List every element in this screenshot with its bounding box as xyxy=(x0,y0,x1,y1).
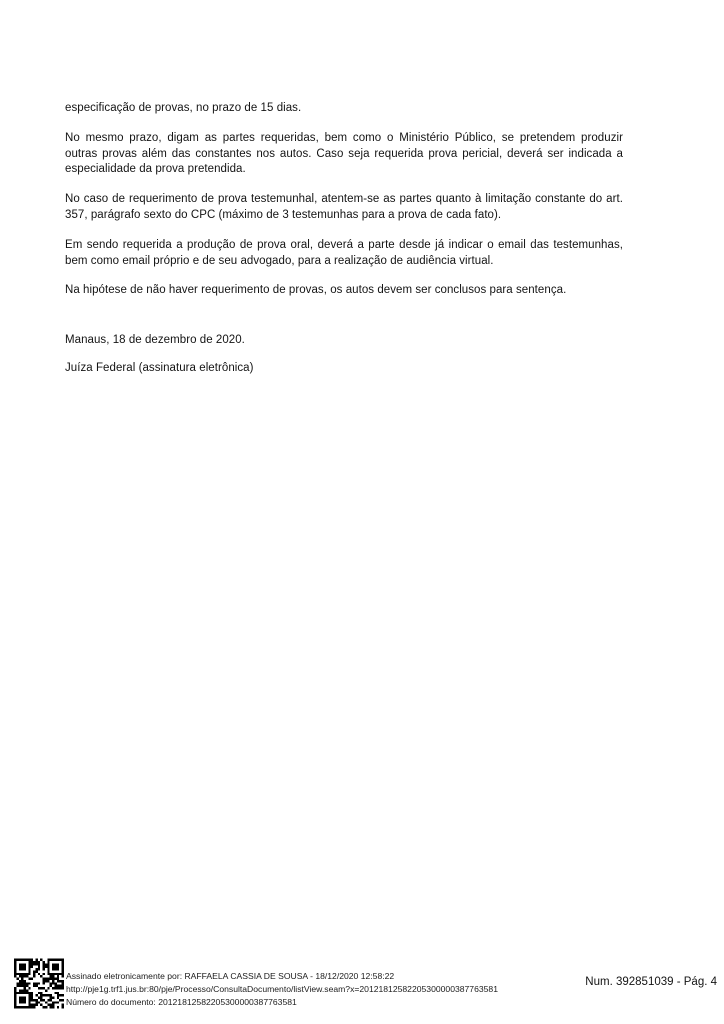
document-url: http://pje1g.trf1.jus.br:80/pje/Processo/ConsultaDocumento/listView.seam?x=20121812582205300000387763581 xyxy=(66,984,498,994)
paragraph: No mesmo prazo, digam as partes requeridas, bem como o Ministério Público, se pretendem produzir outras provas além das constantes nos autos. Caso seja requerida prova pericial, deverá ser indicada a especialidade da prova pretendida. xyxy=(65,131,623,176)
signature-stamp xyxy=(66,970,498,1009)
paragraph: No caso de requerimento de prova testemunhal, atentem-se as partes quanto à limitação constante do art. 357, parágrafo sexto do CPC (máximo de 3 testemunhas para a prova de cada fato). xyxy=(65,193,623,221)
paragraph: Na hipótese de não haver requerimento de provas, os autos devem ser conclusos para sentença. xyxy=(65,284,567,297)
paragraph: especificação de provas, no prazo de 15 dias. xyxy=(65,102,302,114)
signature-line: Juíza Federal (assinatura eletrônica) xyxy=(65,361,254,374)
qr-code xyxy=(14,957,64,1010)
date-line: Manaus, 18 de dezembro de 2020. xyxy=(65,334,245,347)
paragraph: Em sendo requerida a produção de prova oral, deverá a parte desde já indicar o email das testemunhas, bem como email próprio e de seu advogado, para a realização de audiência virtual. xyxy=(65,238,623,267)
signed-by-line: Assinado eletronicamente por: RAFFAELA CASSIA DE SOUSA - 18/12/2020 12:58:22 xyxy=(66,971,395,981)
page-number: Num. 392851039 - Pág. 4 xyxy=(585,976,717,988)
document-body xyxy=(65,101,623,377)
document-number-line: Número do documento: 20121812582205300000387763581 xyxy=(66,997,297,1007)
